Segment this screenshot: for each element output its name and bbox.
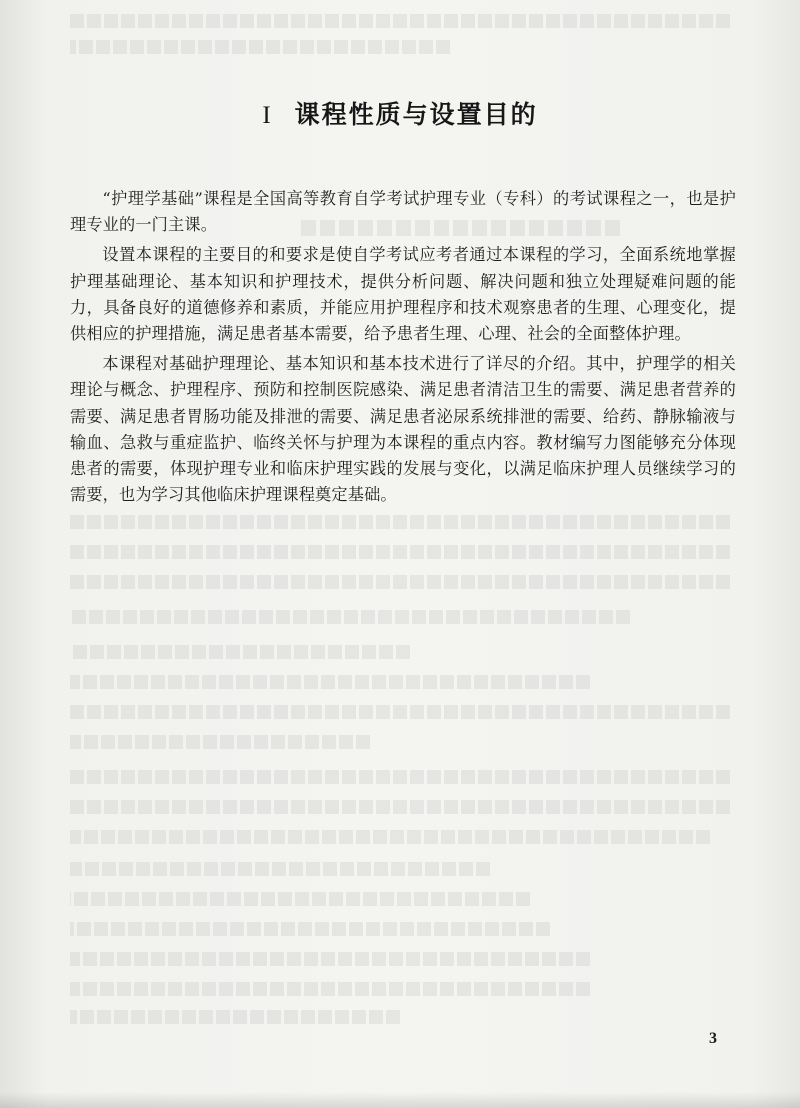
bleed-through-band: [70, 800, 730, 814]
paragraph: 设置本课程的主要目的和要求是使自学考试应考者通过本课程的学习，全面系统地掌握护理基础理论、基本知识和护理技术，提供分析问题、解决问题和独立处理疑难问题的能力，具备良好的道德修养和素质，并能应用护理程序和技术观察患者的生理、心理变化，提供相应的护理措施，满足患者基本需要，给予患者生理、心理、社会的全面整体护理。: [70, 245, 736, 344]
body-text: [70, 186, 736, 512]
bleed-through-band: [70, 770, 730, 784]
bleed-through-band: [70, 1010, 400, 1024]
page-number: 3: [709, 1030, 717, 1047]
bleed-through-band: [70, 952, 590, 966]
paragraph: 本课程对基础护理理论、基本知识和基本技术进行了详尽的介绍。其中，护理学的相关理论与概念、护理程序、预防和控制医院感染、满足患者清洁卫生的需要、满足患者营养的需要、满足患者胃肠功能及排泄的需要、满足患者泌尿系统排泄的需要、给药、静脉输液与输血、急救与重症监护、临终关怀与护理为本课程的重点内容。教材编写力图能够充分体现患者的需要，体现护理专业和临床护理实践的发展与变化，以满足临床护理人员继续学习的需要，也为学习其他临床护理课程奠定基础。: [70, 354, 736, 505]
bleed-through-band: [70, 645, 410, 659]
chapter-title: 课程性质与设置目的: [294, 100, 538, 129]
bleed-through-band: [70, 705, 730, 719]
bleed-through-band: [70, 40, 450, 54]
chapter-number: I: [262, 102, 273, 129]
bleed-through-band: [70, 922, 550, 936]
bleed-through-band: [70, 735, 370, 749]
page-edge-shadow: [0, 1092, 800, 1108]
bleed-through-band: [70, 515, 730, 529]
chapter-heading: [0, 95, 800, 131]
bleed-through-band: [70, 575, 730, 589]
bleed-through-band: [70, 610, 630, 624]
bleed-through-band: [70, 14, 730, 28]
bleed-through-band: [70, 892, 530, 906]
bleed-through-band: [70, 982, 590, 996]
bleed-through-band: [70, 545, 730, 559]
bleed-through-band: [70, 862, 490, 876]
bleed-through-band: [70, 830, 710, 844]
paragraph: “护理学基础”课程是全国高等教育自学考试护理专业（专科）的考试课程之一，也是护理专业的一门主课。: [70, 189, 736, 235]
bleed-through-band: [70, 675, 590, 689]
